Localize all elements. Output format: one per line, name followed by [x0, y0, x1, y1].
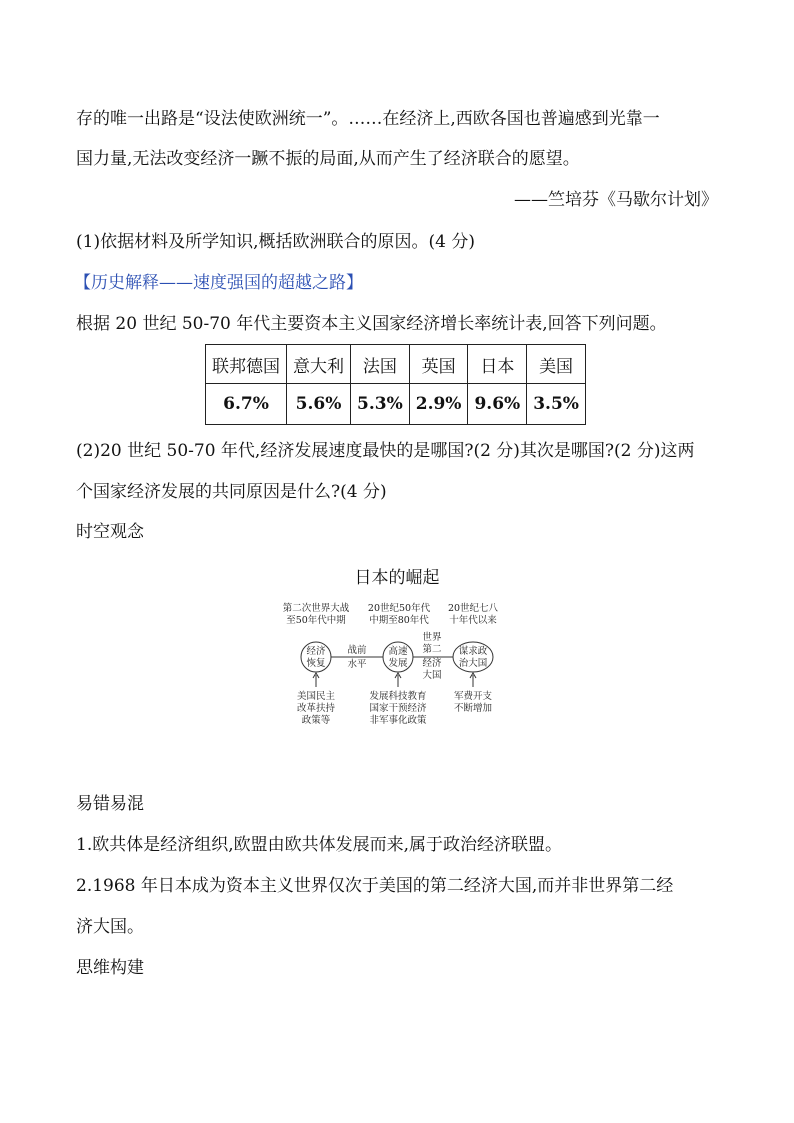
period-2-line-2: 中期至80年代 — [369, 615, 429, 626]
cause-2-line-3: 非军事化政策 — [369, 715, 427, 726]
table-row — [206, 384, 586, 425]
table-cell: 3.5% — [527, 384, 586, 425]
table-header-cell: 美国 — [527, 345, 586, 384]
passage-line-2: 国力量,无法改变经济一蹶不振的局面,从而产生了经济联合的愿望。 — [76, 149, 580, 169]
cause-2-line-2: 国家干预经济 — [369, 703, 427, 714]
table-header-cell: 英国 — [409, 345, 468, 384]
question-1: (1)依据材料及所学知识,概括欧洲联合的原因。(4 分) — [76, 232, 475, 252]
period-3-line-1: 20世纪七八 — [447, 603, 499, 614]
question-2-line-1: (2)20 世纪 50-70 年代,经济发展速度最快的是哪国?(2 分)其次是哪国?(2 分)这两 — [76, 441, 695, 461]
link-1-line-1: 战前 — [347, 645, 367, 656]
link-2-line-3: 经济 — [422, 658, 442, 669]
period-3-line-2: 十年代以来 — [449, 615, 497, 626]
table-cell: 9.6% — [468, 384, 527, 425]
mistake-2-line-1: 2.1968 年日本成为资本主义世界仅次于美国的第二经济大国,而并非世界第二经 — [76, 876, 674, 896]
passage-source: ——竺培芬《马歇尔计划》 — [514, 190, 718, 210]
table-cell: 5.6% — [287, 384, 351, 425]
cause-3-line-1: 军费开支 — [453, 691, 493, 702]
link-2-line-4: 大国 — [422, 670, 442, 681]
mistake-2-line-2: 济大国。 — [76, 917, 144, 937]
table-header-cell: 联邦德国 — [206, 345, 287, 384]
table-header-cell: 法国 — [351, 345, 410, 384]
growth-rate-table — [205, 344, 586, 425]
stage-2-line-1: 高速 — [388, 646, 408, 657]
table-header-cell: 意大利 — [287, 345, 351, 384]
table-header-cell: 日本 — [468, 345, 527, 384]
table-header-row — [206, 345, 586, 384]
cause-3-line-2: 不断增加 — [453, 703, 493, 714]
stage-3-line-1: 谋求政 — [458, 646, 488, 657]
stage-2-line-2: 发展 — [388, 658, 408, 669]
table-intro: 根据 20 世纪 50-70 年代主要资本主义国家经济增长率统计表,回答下列问题。 — [76, 314, 667, 334]
thinking-heading: 思维构建 — [76, 958, 144, 978]
stage-1-line-2: 恢复 — [306, 658, 326, 669]
diagram-title: 日本的崛起 — [354, 568, 440, 588]
table-cell: 5.3% — [351, 384, 410, 425]
cause-1-line-2: 改革扶持 — [296, 703, 336, 714]
mistakes-heading: 易错易混 — [76, 794, 144, 814]
mistake-1: 1.欧共体是经济组织,欧盟由欧共体发展而来,属于政治经济联盟。 — [76, 835, 563, 855]
stage-3-line-2: 治大国 — [458, 658, 488, 669]
link-2-line-1: 世界 — [422, 632, 442, 643]
question-2-line-2: 个国家经济发展的共同原因是什么?(4 分) — [76, 482, 387, 502]
period-1-line-1: 第二次世界大战 — [282, 603, 350, 614]
cause-1-line-1: 美国民主 — [296, 691, 336, 702]
spacetime-heading: 时空观念 — [76, 522, 144, 542]
cause-2-line-1: 发展科技教育 — [369, 691, 427, 702]
passage-line-1: 存的唯一出路是“设法使欧洲统一”。……在经济上,西欧各国也普遍感到光靠一 — [76, 109, 660, 129]
period-2-line-1: 20世纪50年代 — [367, 603, 431, 614]
japan-rise-diagram — [280, 595, 520, 735]
period-1-line-2: 至50年代中期 — [286, 615, 346, 626]
table-cell: 2.9% — [409, 384, 468, 425]
table-cell: 6.7% — [206, 384, 287, 425]
link-2-line-2: 第二 — [422, 644, 442, 655]
section-title: 【历史解释——速度强国的超越之路】 — [74, 273, 363, 293]
cause-1-line-3: 政策等 — [301, 715, 331, 726]
stage-1-line-1: 经济 — [306, 646, 326, 657]
link-1-line-2: 水平 — [347, 659, 367, 670]
